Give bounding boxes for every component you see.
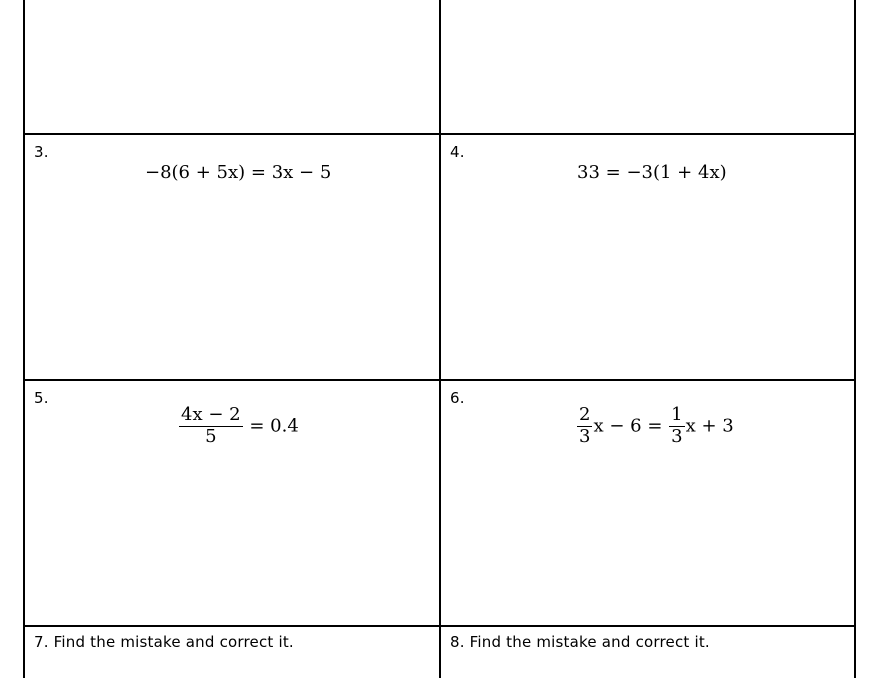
- problem-5-number: 5.: [34, 389, 49, 407]
- problem-5-numerator: 4x − 2: [181, 404, 241, 425]
- problem-4-equation: 33 = −3(1 + 4x): [577, 162, 727, 183]
- problem-6-right-rest: x + 3: [685, 415, 734, 437]
- problem-7-label: 7. Find the mistake and correct it.: [34, 633, 294, 651]
- column-divider: [439, 0, 441, 678]
- problem-4-number: 4.: [450, 143, 465, 161]
- problem-5-fraction: [179, 406, 243, 447]
- problem-6-left-fraction: [577, 406, 592, 447]
- problem-5-equation: $\frac{4x - 2}{5}$ = 0.4: [181, 404, 299, 447]
- problem-4-rhs: −3(1 + 4x): [626, 162, 727, 183]
- problem-3-rhs: 3x − 5: [271, 162, 332, 183]
- problem-6-number: 6.: [450, 389, 465, 407]
- problem-3-number: 3.: [34, 143, 49, 161]
- row-divider-2: [23, 379, 856, 381]
- problem-3-lhs: −8(6 + 5x): [145, 162, 246, 183]
- problem-6-equation: $\frac{2}{3}$ x − 6 = $\frac{1}{3}$ x + 3: [579, 404, 734, 447]
- problem-6-left-numerator: 2: [579, 404, 591, 425]
- problem-6-left-rest: x − 6: [593, 415, 642, 437]
- problem-5-rhs: 0.4: [270, 415, 299, 437]
- problem-6-right-fraction: [669, 406, 684, 447]
- problem-5-denominator: 5: [205, 425, 217, 447]
- problem-3-equation: −8(6 + 5x) = 3x − 5: [145, 162, 332, 183]
- problem-6-right-denominator: 3: [671, 425, 683, 447]
- problem-4-lhs: 33: [577, 162, 600, 183]
- problem-6-right-numerator: 1: [671, 404, 683, 425]
- problem-6-left-denominator: 3: [579, 425, 591, 447]
- problem-8-label: 8. Find the mistake and correct it.: [450, 633, 710, 651]
- row-divider-1: [23, 133, 856, 135]
- row-divider-3: [23, 625, 856, 627]
